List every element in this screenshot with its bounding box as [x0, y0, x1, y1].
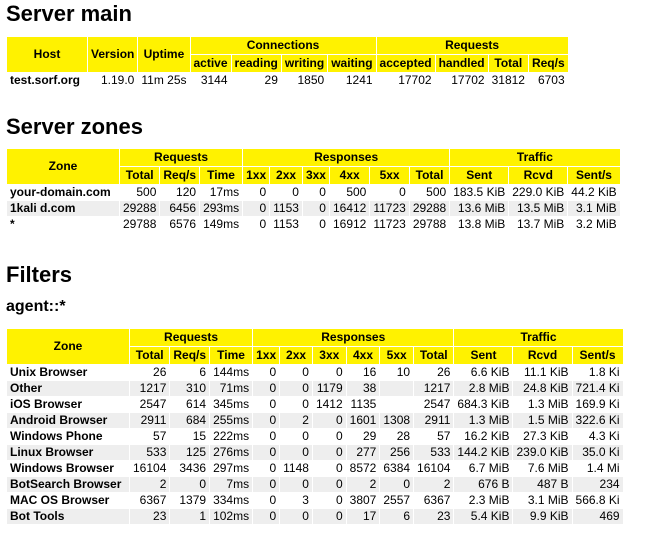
zone-cell: your-domain.com [10, 185, 111, 199]
table-cell: 2 [130, 477, 169, 492]
table-cell: 1601 [347, 413, 380, 428]
table-cell: 2.3 MiB [468, 493, 510, 507]
table-cell: 0 [319, 217, 326, 231]
table-row [7, 185, 620, 200]
table-cell: 500 [426, 185, 447, 199]
table-cell: 169.9 Ki [575, 397, 620, 411]
table-cell: 6.7 MiB [468, 461, 510, 475]
table-cell: 0 [302, 365, 309, 379]
table-cell: 6.6 KiB [470, 365, 510, 379]
table-cell: 566.8 Ki [575, 493, 620, 507]
table-row [7, 201, 620, 216]
table-cell: 0 [243, 201, 269, 216]
table-cell: 2911 [414, 413, 453, 428]
table-cell: 6 [380, 509, 413, 524]
col-requests: Requests [120, 149, 242, 166]
col-host: Host [7, 37, 87, 72]
table-cell: 0 [292, 185, 299, 199]
table-cell: 3.2 MiB [575, 217, 617, 231]
table-cell: 0 [259, 185, 267, 199]
table-cell: 0 [269, 461, 277, 475]
table-cell: 31812 [491, 73, 525, 87]
table-cell: 15 [192, 429, 207, 443]
table-cell: 1217 [414, 381, 453, 396]
table-cell: 71ms [210, 381, 252, 396]
table-cell: 16104 [133, 461, 167, 475]
table-cell: 26 [437, 365, 451, 379]
table-cell: 1.3 MiB [527, 397, 569, 411]
col-active: active [191, 55, 231, 72]
zone-cell: Android Browser [7, 413, 129, 428]
table-cell: 26 [153, 365, 167, 379]
col-uptime: Uptime [138, 37, 189, 72]
table-cell: 57 [437, 429, 451, 443]
table-cell: 256 [380, 445, 413, 460]
col-sub-4: 2xx [280, 347, 312, 364]
table-cell: 0 [302, 397, 309, 411]
table-cell: 0 [335, 365, 343, 379]
table-cell: 3807 [349, 493, 377, 507]
zone-cell: * [10, 217, 15, 231]
col-sub-9: Sent [450, 167, 508, 184]
table-cell: 334ms [213, 493, 250, 507]
table-cell [380, 381, 413, 396]
col-zone: Zone [7, 329, 129, 364]
col-requests: Requests [377, 37, 568, 54]
table-cell: 23 [130, 509, 169, 524]
table-cell: 28 [396, 429, 411, 443]
col-sub-4: 2xx [270, 167, 302, 184]
filters-subtitle: agent::* [6, 298, 66, 315]
table-cell: 11723 [373, 217, 406, 231]
zone-cell: Unix Browser [10, 365, 88, 379]
table-cell: 3 [302, 493, 309, 507]
table-cell: 6703 [537, 73, 565, 87]
table-cell: 229.0 KiB [512, 185, 565, 199]
filters-title: Filters [6, 262, 73, 287]
table-cell: 0 [280, 509, 312, 524]
table-cell: 11723 [370, 201, 408, 216]
table-cell: 1.19.0 [100, 73, 135, 87]
table-cell: 11.1 KiB [524, 365, 569, 379]
table-cell: 10 [396, 365, 411, 379]
table-cell: 16912 [332, 217, 367, 231]
table-cell: 6367 [139, 493, 167, 507]
table-cell: 0 [269, 397, 277, 411]
table-cell: 1.8 Ki [588, 365, 620, 379]
table-cell: 0 [313, 477, 346, 492]
table-cell: 17702 [451, 73, 485, 87]
table-cell: 239.0 KiB [513, 445, 571, 460]
table-cell: 0 [335, 429, 343, 443]
table-cell: 0 [399, 185, 406, 199]
table-cell: 234 [573, 477, 623, 492]
table-cell: 1850 [297, 73, 325, 87]
table-row [7, 365, 623, 380]
table-cell: 13.7 MiB [516, 217, 565, 231]
table-cell: 44.2 KiB [571, 185, 617, 199]
server-main-table [6, 36, 569, 89]
table-cell: 11m 25s [141, 73, 187, 87]
table-cell: 3.1 MiB [527, 493, 569, 507]
table-cell: 0 [253, 477, 279, 492]
col-req-s: Req/s [529, 55, 568, 72]
table-cell: 3436 [179, 461, 207, 475]
col-sub-9: Sent [454, 347, 512, 364]
table-cell: 0 [280, 445, 312, 460]
table-cell: 1135 [350, 397, 377, 411]
table-cell: 310 [170, 381, 209, 396]
table-cell: 721.4 Ki [573, 381, 623, 396]
table-cell: 17 [347, 509, 380, 524]
table-cell: 0 [302, 429, 309, 443]
table-cell: 1153 [270, 201, 302, 216]
table-cell: 6456 [160, 201, 199, 216]
table-cell: 125 [170, 445, 209, 460]
table-cell: 183.5 KiB [453, 185, 506, 199]
table-cell: 5.4 KiB [454, 509, 512, 524]
col-sub-1: Req/s [170, 347, 209, 364]
table-cell: 2 [280, 413, 312, 428]
table-row [7, 477, 623, 492]
col-sub-1: Req/s [160, 167, 199, 184]
col-responses: Responses [243, 149, 449, 166]
table-cell: 2 [347, 477, 380, 492]
table-cell: 1179 [313, 381, 346, 396]
table-cell: 16412 [330, 201, 369, 216]
col-sub-0: Total [130, 347, 169, 364]
table-cell: 614 [186, 397, 207, 411]
table-cell: 13.5 MiB [509, 201, 567, 216]
table-cell: 0 [269, 429, 277, 443]
col-sub-0: Total [120, 167, 159, 184]
table-cell: 2.8 MiB [454, 381, 512, 396]
col-sub-3: 1xx [243, 167, 269, 184]
table-row [7, 493, 623, 508]
table-cell: 0 [170, 477, 209, 492]
table-cell: 533 [414, 445, 453, 460]
table-cell: 120 [176, 185, 197, 199]
zone-cell: iOS Browser [10, 397, 83, 411]
table-row [7, 217, 620, 232]
table-cell: 676 B [454, 477, 512, 492]
zone-cell: MAC OS Browser [10, 493, 110, 507]
col-sub-2: Time [200, 167, 242, 184]
table-cell: 1308 [380, 413, 413, 428]
col-sub-7: 5xx [370, 167, 408, 184]
table-cell: 1.4 Mi [586, 461, 620, 475]
table-cell: 17ms [209, 185, 240, 199]
table-cell: 500 [136, 185, 157, 199]
table-cell: 1153 [273, 217, 299, 231]
table-cell: 1 [170, 509, 209, 524]
table-cell: 277 [347, 445, 380, 460]
table-cell: 0 [253, 445, 279, 460]
table-cell: 4.3 Ki [588, 429, 620, 443]
table-cell: 0 [253, 413, 279, 428]
table-cell: 13.6 MiB [450, 201, 508, 216]
table-cell: 297ms [213, 461, 250, 475]
col-sub-11: Sent/s [568, 167, 619, 184]
table-cell: 533 [130, 445, 169, 460]
table-cell: 0 [313, 413, 346, 428]
table-cell: 0 [313, 445, 346, 460]
table-cell: 6576 [169, 217, 197, 231]
table-cell: 29 [362, 429, 377, 443]
table-cell [380, 397, 413, 412]
table-cell: 13.8 MiB [457, 217, 506, 231]
table-cell: 0 [269, 493, 277, 507]
table-cell: 2547 [139, 397, 167, 411]
table-cell: 1.5 MiB [513, 413, 571, 428]
col-sub-6: 4xx [347, 347, 380, 364]
col-reading: reading [232, 55, 281, 72]
table-cell: 3144 [200, 73, 228, 87]
zone-cell: Windows Phone [10, 429, 103, 443]
table-cell: 2547 [423, 397, 451, 411]
table-cell: 0 [319, 185, 326, 199]
table-cell: 2911 [130, 413, 169, 428]
table-cell: 276ms [210, 445, 252, 460]
zone-cell: BotSearch Browser [7, 477, 129, 492]
table-cell: 149ms [203, 217, 240, 231]
col-sub-11: Sent/s [573, 347, 623, 364]
table-cell: 8572 [349, 461, 377, 475]
col-zone: Zone [7, 149, 119, 184]
table-cell: 7.6 MiB [527, 461, 569, 475]
table-cell: 144.2 KiB [454, 445, 512, 460]
zone-cell: 1kali d.com [7, 201, 119, 216]
table-cell: 57 [153, 429, 167, 443]
table-cell: 35.0 Ki [573, 445, 623, 460]
col-sub-8: Total [414, 347, 453, 364]
table-row [7, 461, 623, 476]
table-cell: 322.6 Ki [573, 413, 623, 428]
table-cell: 144ms [213, 365, 250, 379]
table-cell: 24.8 KiB [513, 381, 571, 396]
table-cell: 0 [335, 461, 343, 475]
table-row [7, 381, 623, 396]
table-cell: 255ms [210, 413, 252, 428]
table-cell: 222ms [213, 429, 250, 443]
col-traffic: Traffic [454, 329, 622, 346]
table-cell: 29788 [123, 217, 157, 231]
table-row [7, 509, 623, 524]
col-sub-10: Rcvd [513, 347, 571, 364]
table-row [7, 445, 623, 460]
table-row [7, 73, 568, 88]
table-cell: 469 [573, 509, 623, 524]
table-cell: 38 [347, 381, 380, 396]
table-cell: 1412 [315, 397, 343, 411]
table-cell: 2557 [383, 493, 411, 507]
table-cell: 102ms [210, 509, 252, 524]
col-writing: writing [282, 55, 327, 72]
table-cell: 29288 [410, 201, 449, 216]
table-cell: 0 [335, 493, 343, 507]
col-sub-5: 3xx [313, 347, 346, 364]
table-cell: 6384 [383, 461, 411, 475]
table-cell: 2 [414, 477, 453, 492]
table-row [7, 413, 623, 428]
table-cell: 27.3 KiB [523, 429, 569, 443]
table-cell: 6367 [423, 493, 451, 507]
table-cell: 0 [313, 509, 346, 524]
col-sub-8: Total [410, 167, 449, 184]
zone-cell: Linux Browser [7, 445, 129, 460]
table-cell: 684 [170, 413, 209, 428]
table-cell: 16.2 KiB [464, 429, 510, 443]
table-cell: 29788 [412, 217, 447, 231]
col-sub-7: 5xx [380, 347, 413, 364]
table-cell: 3.1 MiB [568, 201, 619, 216]
table-cell: 7ms [210, 477, 252, 492]
table-cell: 1379 [179, 493, 207, 507]
filters-table [6, 328, 624, 525]
table-cell: 23 [414, 509, 453, 524]
server-zones-table [6, 148, 621, 233]
col-sub-2: Time [210, 347, 252, 364]
col-sub-5: 3xx [303, 167, 329, 184]
table-cell: 345ms [213, 397, 250, 411]
table-cell: 487 B [513, 477, 571, 492]
col-total: Total [489, 55, 528, 72]
zone-cell: Other [7, 381, 129, 396]
table-cell: 29 [264, 73, 278, 87]
zone-cell: Windows Browser [10, 461, 114, 475]
table-row [7, 429, 623, 444]
table-cell: 16104 [417, 461, 451, 475]
table-cell: 684.3 KiB [457, 397, 510, 411]
table-cell: 500 [346, 185, 367, 199]
table-cell: 0 [253, 509, 279, 524]
table-cell: 1241 [345, 73, 373, 87]
table-cell: 9.9 KiB [513, 509, 571, 524]
table-cell: 0 [269, 365, 277, 379]
table-cell: 293ms [200, 201, 242, 216]
table-cell: 29288 [120, 201, 159, 216]
table-cell: 6 [199, 365, 207, 379]
table-cell: 17702 [398, 73, 432, 87]
table-cell: 0 [253, 381, 279, 396]
col-version: Version [88, 37, 137, 72]
table-cell: 0 [280, 477, 312, 492]
col-handled: handled [436, 55, 488, 72]
col-sub-3: 1xx [253, 347, 279, 364]
col-responses: Responses [253, 329, 453, 346]
col-requests: Requests [130, 329, 252, 346]
server-main-title: Server main [6, 1, 132, 26]
table-cell: 0 [259, 217, 267, 231]
table-row [7, 397, 623, 412]
col-connections: Connections [191, 37, 376, 54]
col-sub-10: Rcvd [509, 167, 567, 184]
col-sub-6: 4xx [330, 167, 369, 184]
table-cell: 1217 [130, 381, 169, 396]
server-zones-title: Server zones [6, 114, 143, 139]
table-cell: 1148 [283, 461, 309, 475]
table-cell: 0 [380, 477, 413, 492]
col-waiting: waiting [328, 55, 375, 72]
zone-cell: Bot Tools [7, 509, 129, 524]
table-cell: 0 [280, 381, 312, 396]
table-cell: 0 [303, 201, 329, 216]
table-cell: 16 [362, 365, 377, 379]
col-accepted: accepted [377, 55, 435, 72]
col-traffic: Traffic [450, 149, 619, 166]
host-cell: test.sorf.org [10, 73, 81, 87]
table-cell: 1.3 MiB [454, 413, 512, 428]
